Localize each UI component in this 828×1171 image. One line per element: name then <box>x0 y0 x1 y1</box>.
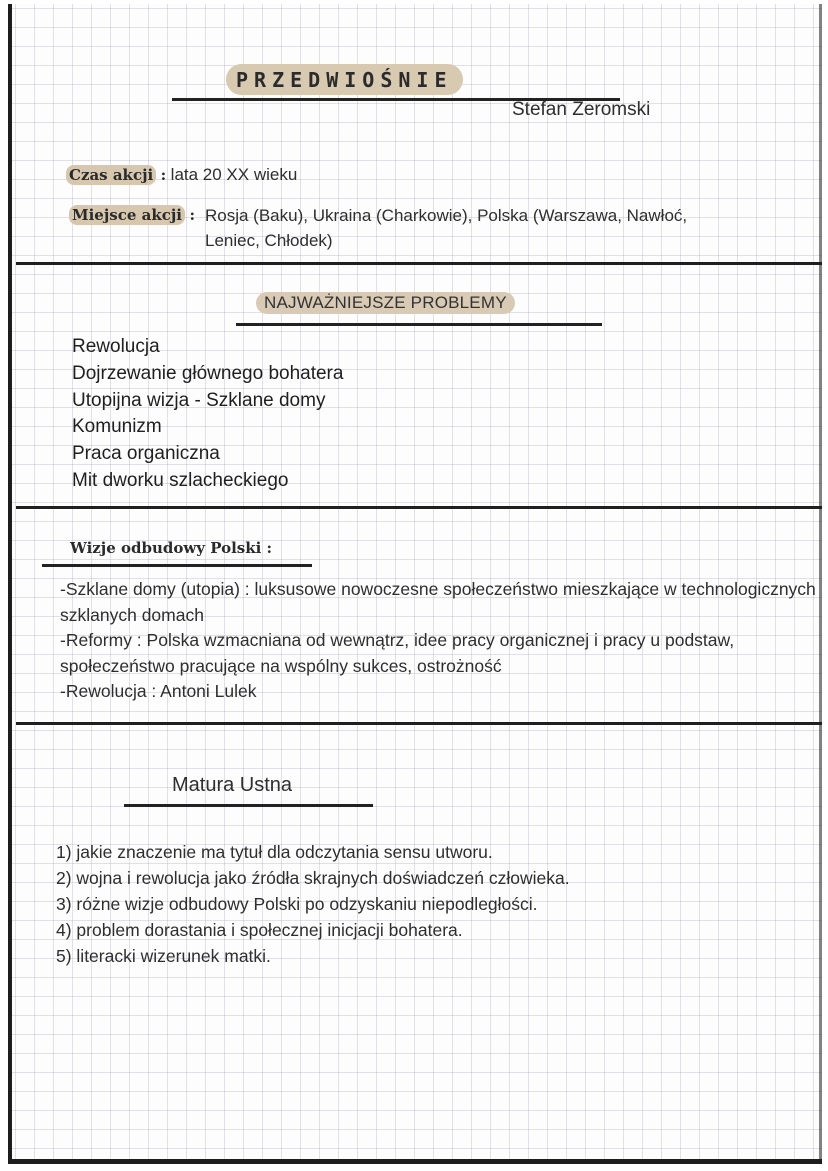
list-item: Dojrzewanie głównego bohatera <box>72 362 344 384</box>
time-colon: : <box>160 166 167 184</box>
place-label: Miejsce akcji <box>69 205 185 225</box>
place-label-row <box>69 206 195 225</box>
list-item: Praca organiczna <box>72 443 220 465</box>
paragraph: -Reformy : Polska wzmacniana od wewnątrz, idee pracy organicznej i pracy u podstaw, społeczeństwo pracujące na wspólny sukces, ostrożność <box>60 630 735 676</box>
time-label: Czas akcji <box>66 165 156 185</box>
list-item: Mit dworku szlacheckiego <box>72 469 289 491</box>
matura-list <box>56 839 570 969</box>
section-divider <box>16 506 822 509</box>
page-title: PRZEDWIOŚNIE <box>226 64 463 95</box>
list-item: 4) problem dorastania i społecznej inicjacji bohatera. <box>56 920 463 940</box>
visions-underline <box>42 564 312 567</box>
list-item: Utopijna wizja - Szklane domy <box>72 389 326 411</box>
list-item: 3) różne wizje odbudowy Polski po odzyskaniu niepodległości. <box>56 894 538 914</box>
section-divider <box>16 262 822 265</box>
grid-paper-sheet <box>8 4 822 1164</box>
visions-heading: Wizje odbudowy Polski : <box>70 539 273 557</box>
matura-heading: Matura Ustna <box>172 774 293 796</box>
paragraph: -Szklane domy (utopia) : luksusowe nowoczesne społeczeństwo mieszkające w technologicznych szklanych domach <box>60 579 816 625</box>
problems-heading: NAJWAŻNIEJSZE PROBLEMY <box>256 292 515 314</box>
paragraph: -Rewolucja : Antoni Lulek <box>60 681 257 701</box>
visions-text <box>60 577 820 705</box>
time-row <box>66 162 297 187</box>
list-item: Rewolucja <box>72 336 160 357</box>
list-item: 2) wojna i rewolucja jako źródła skrajnych doświadczeń człowieka. <box>56 868 570 888</box>
problems-underline <box>236 323 602 326</box>
list-item: Komunizm <box>72 416 162 438</box>
problems-list <box>72 334 343 495</box>
section-divider <box>16 722 822 725</box>
list-item: 5) literacki wizerunek matki. <box>56 946 271 966</box>
author-name: Stefan Żeromski <box>512 99 651 120</box>
place-value: Rosja (Baku), Ukraina (Charkowie), Polska (Warszawa, Nawłoć, Leniec, Chłodek) <box>205 206 688 250</box>
time-value: lata 20 XX wieku <box>170 165 298 184</box>
place-colon: : <box>189 206 195 224</box>
list-item: 1) jakie znaczenie ma tytuł dla odczytania sensu utworu. <box>56 842 493 862</box>
matura-underline <box>124 804 373 807</box>
